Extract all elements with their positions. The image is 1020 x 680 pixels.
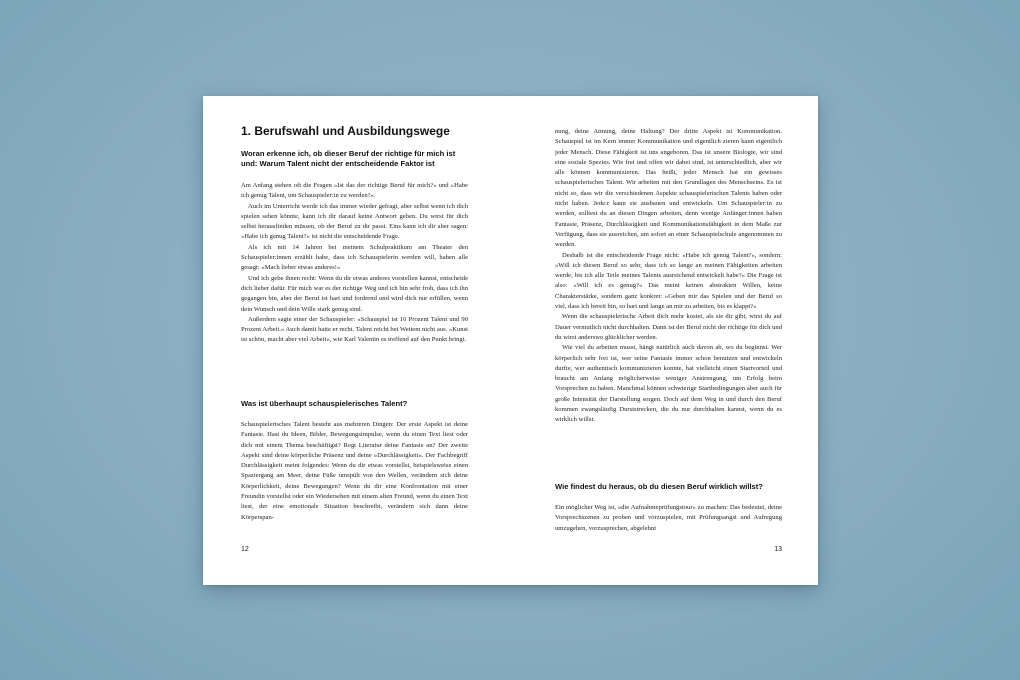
right-body-text	[555, 127, 782, 426]
paragraph: Ein möglicher Weg ist, »die Aufnahmeprüfungstour« zu machen: Das bedeutet, deine Vorsprechszenen zu proben und vorzuspielen, mit Prüfungsangst und Aufregung umzugehen, vorzusprechen, abgelehnt	[555, 504, 782, 532]
paragraph: Als ich mit 14 Jahren bei meinem Schulpraktikum am Theater den Schauspieler:innen erzählt habe, dass ich Schauspielerin werden will, haben alle gesagt: »Mach lieber etwas anderes!«	[241, 243, 468, 272]
left-section-text	[241, 420, 468, 523]
chapter-title: 1. Berufswahl und Ausbildungswege	[241, 124, 450, 138]
right-section-text	[555, 503, 782, 534]
paragraph: Wenn die schauspielerische Arbeit dich mehr kostet, als sie dir gibt, wirst du auf Dauer vermutlich nicht durchhalten. Dann ist der Beruf nicht der richtige für dich und du wirst anderswo glücklicher werden.	[555, 313, 782, 341]
paragraph: Außerdem sagte einer der Schauspieler: »Schauspiel ist 10 Prozent Talent und 90 Prozent Arbeit.« Auch damit hatte er recht. Talent reicht bei Weitem nicht aus. »Kunst ist schön, macht aber viel Arbeit«, wie Karl Valentin es treffend auf den Punkt bringt.	[241, 315, 468, 344]
page-number: 13	[774, 546, 782, 553]
paragraph: nung, deine Atmung, deine Haltung? Der dritte Aspekt ist Kommunikation. Schauspiel ist im Kern immer Kommunikation und eigentlich zieren kann eigentlich jeder Mensch. Diese Fähigkeit ist uns angeboren. Das ist unsere Biologie, wir sind eine soziale Spezies. Wie frei und offen wir dabei sind, ist unterschiedlich, aber wir alle können kommunizieren. Das heißt, jeder Mensch hat ein gewisses schauspielerisches Talent. Wir arbeiten mit den Grundlagen des Menschseins. Es ist nicht so, dass wir die verschiedenen Aspekte schauspielerischen Talents haben oder nicht haben. Jede:r kann sie ausbauen und entwickeln. Um Schauspieler:in zu werden, solltest du an diesen Dingen arbeiten, denn wenige Anfänger:innen haben Fantasie, Präsenz, Durchlässigkeit und Kommunikationsfähigkeit in dem Maße zur Verfügung, dass sie ausreichen, um sofort an einer Schauspielschule angenommen zu werden.	[555, 128, 782, 249]
chapter-subtitle: Woran erkenne ich, ob dieser Beruf der richtige für mich ist und: Warum Talent nicht der entscheidende Faktor ist	[241, 149, 456, 169]
paragraph: Schauspielerisches Talent besteht aus mehreren Dingen: Der erste Aspekt ist deine Fantasie. Hast du Ideen, Bilder, Bewegungsimpulse, wenn du einen Text liest oder dich mit einem Thema beschäftigst? Regt Literatur deine Fantasie an? Der zweite Aspekt sind deine körperliche Präsenz und deine »Durchlässigkeit«. Der Fachbegriff Durchlässigkeit meint folgendes: Wenn du dir etwas vorstellst, beispielsweise einen Spaziergang am Meer, deine Füße umspült von den Wellen, verändern sich deine Körperlichkeit, deine Bewegungen? Wenn du dir eine Konfrontation mit einer Freundin vorstellst oder ein Wiedersehen mit einem alten Freund, wenn du einen Text liest, der eine emotionale Situation beschreibt, verändern sich dann deine Körperspan-	[241, 421, 468, 521]
right-page	[555, 96, 782, 585]
paragraph: Deshalb ist die entscheidende Frage nicht: »Habe ich genug Talent?«, sondern: »Will ich diesen Beruf so sehr, dass ich so lange an meinen Fähigkeiten arbeiten werde, bis ich alle Teile meines Talents ausreichend entwickelt habe?« Die Frage ist also: »Will ich es genug?« Das meint keinen abstrakten Willen, keine Charakterstärke, sondern ganz konkret: »Geben mir das Spielen und der Beruf so viel, dass ich bereit bin, so hart und lange an mir zu arbeiten, bis es klappt?«	[555, 251, 782, 311]
section-heading: Was ist überhaupt schauspielerisches Talent?	[241, 399, 408, 408]
paragraph: Auch im Unterricht werde ich das immer wieder gefragt, aber selbst wenn ich dich spielen sehen könnte, kann ich dir darauf keine Antwort geben. Du wirst für dich selbst herausfinden müssen, ob der Beruf zu dir passt. Eins kann ich dir aber sagen: »Habe ich genug Talent?« ist nicht die entscheidende Frage.	[241, 202, 468, 241]
left-body-text	[241, 181, 468, 346]
section-heading: Wie findest du heraus, ob du diesen Beruf wirklich willst?	[555, 482, 763, 491]
paragraph: Und ich gebe ihnen recht: Wenn du dir etwas anderes vorstellen kannst, entscheide dich lieber dafür. Für mich war es der richtige Weg und ich bin sehr froh, dass ich ihn gegangen bin, aber der Beruf ist hart und fordernd und wird dich nur erfüllen, wenn dein Wunsch und dein Wille stark genug sind.	[241, 274, 468, 313]
book-spread	[203, 96, 818, 585]
left-page	[241, 96, 468, 585]
page-number: 12	[241, 546, 249, 553]
paragraph: Wie viel du arbeiten musst, hängt natürlich auch davon ab, wo du beginnst. Wer körperlich sehr frei ist, wer seine Fantasie immer schon benutzen und entwickeln durfte, wer authentisch kommunizieren konnte, hat vielleicht einen Startvorteil und braucht am Anfang möglicherweise weniger Anstrengung, um Erfolg beim Vorsprechen zu haben. Manchmal können schwierige Startbedingungen aber auch für große Intensität der Darstellung sorgen. Doch auf dem Weg in und durch den Beruf kommen zwangsläufig Durststrecken, die du nur durchhalten kannst, wenn du es wirklich willst.	[555, 344, 782, 424]
paragraph: Am Anfang stehen oft die Fragen »Ist das der richtige Beruf für mich?« und »Habe ich genug Talent, um Schauspieler:in zu werden?«.	[241, 182, 468, 200]
